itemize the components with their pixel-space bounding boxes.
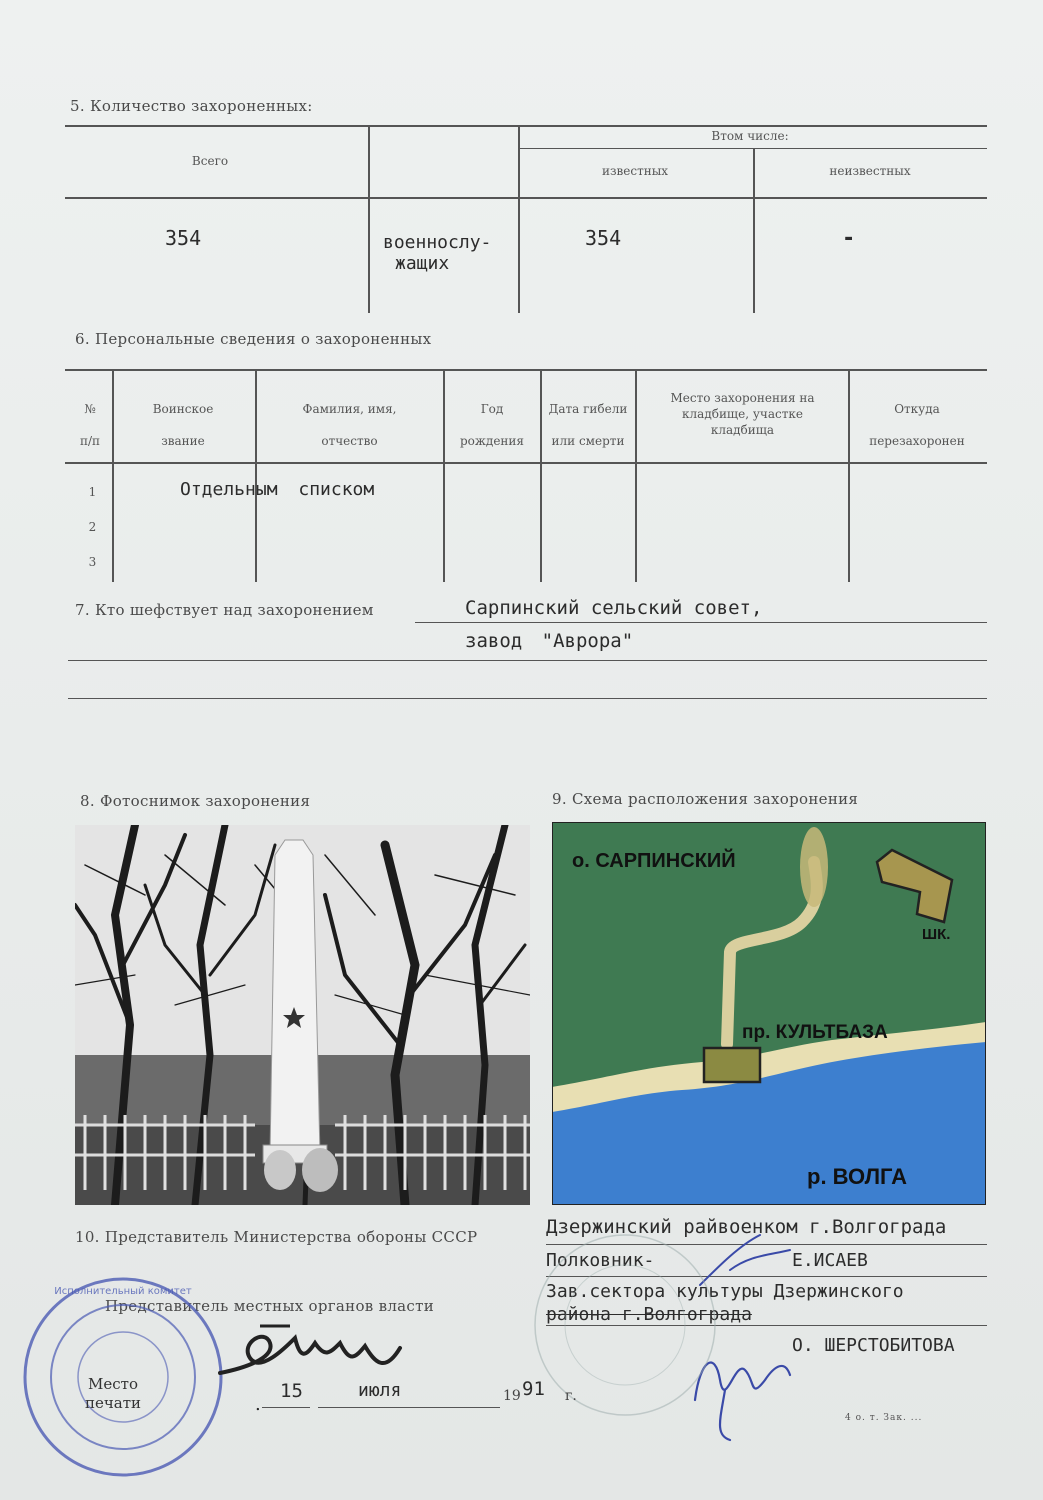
section7-title: 7. Кто шефствует над захоронением — [75, 601, 374, 619]
col-total-header: Всего — [191, 154, 229, 168]
section5-title: 5. Количество захороненных: — [70, 97, 313, 115]
header-rank: Воинское звание — [152, 402, 214, 448]
map-label-island: о. САРПИНСКИЙ — [572, 850, 736, 872]
header-birth-year: Год рождения — [459, 402, 524, 448]
local-rep-line2: района г.Волгограда — [546, 1304, 752, 1325]
mo-rep-name: Е.ИСАЕВ — [792, 1250, 868, 1271]
total-buried-value: 354 — [165, 226, 202, 250]
map-label-pier: пр. КУЛЬТБАЗА — [742, 1022, 888, 1043]
header-reburied-from: Откуда перезахоронен — [869, 402, 965, 448]
local-rep-name: О. ШЕРСТОБИТОВА — [792, 1335, 955, 1356]
mo-rep-line1: Дзержинский райвоенком г.Волгограда — [546, 1216, 947, 1238]
date-year-g: г. — [565, 1388, 577, 1404]
known-buried-value: 354 — [585, 226, 622, 250]
row-number: 1 — [88, 485, 97, 499]
map-label-river: р. ВОЛГА — [807, 1164, 907, 1189]
seal-place-label: Место печати — [85, 1375, 142, 1412]
map-label-school: ШК. — [922, 926, 951, 943]
section9-title: 9. Схема расположения захоронения — [552, 790, 859, 808]
document-page: 5. Количество захороненных: Всего Втом числе: известных неизвестных 354 военнослу- жащих 354 - 6. Персональные сведения о захороненных № п/п Воинское звание Фамилия, имя, отчество Год рождения Дата гибели или смерти Место захоронения на кладбище, участке кладбища Откуда перезахоронен 1 2 3 Отдельным списком 7. Кто шефствует над захоронением Сарпинский сельский совет, завод "Аврора" 8. Фотоснимок захоронения 9. Схема расположения захоронения о. САРПИНСКИЙ ШК. пр. КУЛЬТБАЗА р. ВОЛГА 10. Представитель Министерства обороны СССР Дзержинский райвоенком г.Волгограда Полковник- Е.ИСАЕВ Зав.сектора культуры Дзержинского района г.Волгограда О. ШЕРСТОБИТОВА Представитель местных органов власти Исполнительный комитет Место печати . 15 июля 19 91 г. 4 о. т. Зак. ... — [0, 0, 1043, 1500]
unknown-buried-value: - — [842, 226, 856, 251]
header-death-date: Дата гибели или смерти — [548, 402, 628, 448]
date-month: июля — [358, 1380, 402, 1401]
burial-photo — [75, 825, 530, 1205]
separate-list-note: Отдельным списком — [180, 479, 375, 500]
svg-text:Исполнительный комитет: Исполнительный комитет — [54, 1286, 192, 1297]
mo-rep-rank: Полковник- — [546, 1250, 655, 1271]
date-year-prefix: 19 — [503, 1388, 521, 1404]
row-number: 3 — [88, 555, 97, 569]
category-value: военнослу- жащих — [383, 232, 492, 274]
section6-title: 6. Персональные сведения о захороненных — [75, 330, 432, 348]
col-unknown-header: неизвестных — [829, 164, 911, 178]
local-authorities-title: Представитель местных органов власти — [105, 1297, 435, 1315]
header-burial-place: Место захоронения на кладбище, участке кладбища — [670, 391, 815, 437]
header-number: № п/п — [79, 402, 101, 448]
header-name: Фамилия, имя, отчество — [302, 402, 397, 448]
section8-title: 8. Фотоснимок захоронения — [80, 792, 311, 810]
patron-line1: Сарпинский сельский совет, — [465, 597, 763, 619]
signature-local — [215, 1318, 415, 1388]
col-known-header: известных — [601, 164, 669, 178]
col-including-header: Втом числе: — [711, 129, 789, 143]
patron-line2: завод "Аврора" — [465, 630, 634, 652]
section10-title: 10. Представитель Министерства обороны СССР — [75, 1228, 478, 1246]
date-year-suffix: 91 — [522, 1378, 545, 1400]
location-scheme-map — [552, 822, 986, 1205]
faint-stamp — [525, 1225, 725, 1425]
date-day: 15 — [280, 1380, 303, 1402]
row-number: 2 — [88, 520, 97, 534]
local-rep-line1: Зав.сектора культуры Дзержинского — [546, 1281, 904, 1302]
print-mark: 4 о. т. Зак. ... — [845, 1413, 923, 1423]
